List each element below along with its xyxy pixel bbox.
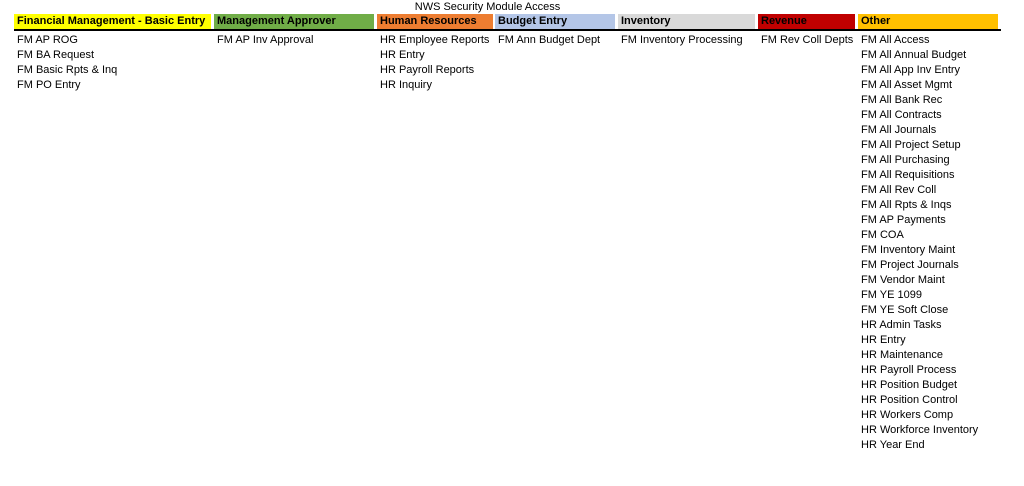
cell: FM All Access: [861, 34, 930, 46]
cell: FM Inventory Maint: [861, 244, 956, 256]
column-header-other: Other: [858, 14, 998, 29]
column-items-other: [858, 33, 998, 453]
cell: FM All Project Setup: [861, 139, 961, 151]
cell: FM All App Inv Entry: [861, 64, 961, 76]
cell: FM AP Inv Approval: [217, 34, 314, 46]
cell: FM All Purchasing: [861, 154, 950, 166]
cell: HR Employee Reports: [380, 34, 490, 46]
cell: FM All Bank Rec: [861, 94, 943, 106]
column-other: [858, 14, 998, 453]
cell: FM All Journals: [861, 124, 937, 136]
cell: HR Entry: [380, 49, 425, 61]
cell: FM COA: [861, 229, 904, 241]
cell: FM Rev Coll Depts: [761, 34, 854, 46]
cell: FM AP Payments: [861, 214, 946, 226]
cell: HR Workforce Inventory: [861, 424, 979, 436]
cell: FM AP ROG: [17, 34, 78, 46]
cell: FM YE Soft Close: [861, 304, 949, 316]
cell: HR Entry: [861, 334, 906, 346]
cell: FM All Rev Coll: [861, 184, 937, 196]
cell: FM Basic Rpts & Inq: [17, 64, 118, 76]
column-inventory: [618, 14, 755, 48]
column-human-resources: [377, 14, 493, 93]
sheet-title: NWS Security Module Access: [414, 1, 561, 13]
cell: HR Payroll Reports: [380, 64, 475, 76]
cell: FM Vendor Maint: [861, 274, 945, 286]
column-items-management-approver: [214, 33, 374, 48]
column-revenue: [758, 14, 855, 48]
column-header-human-resources: Human Resources: [377, 14, 493, 29]
column-items-budget-entry: [495, 33, 615, 48]
cell: HR Maintenance: [861, 349, 943, 361]
cell: FM All Annual Budget: [861, 49, 967, 61]
column-items-financial-management-basic-entry: [14, 33, 211, 93]
column-items-human-resources: [377, 33, 493, 93]
column-header-management-approver: Management Approver: [214, 14, 374, 29]
column-management-approver: [214, 14, 374, 48]
cell: FM BA Request: [17, 49, 95, 61]
cell: HR Year End: [861, 439, 925, 451]
column-items-revenue: [758, 33, 855, 48]
cell: FM All Asset Mgmt: [861, 79, 953, 91]
cell: HR Inquiry: [380, 79, 432, 91]
column-header-budget-entry: Budget Entry: [495, 14, 615, 29]
cell: HR Position Control: [861, 394, 958, 406]
cell: FM Project Journals: [861, 259, 959, 271]
cell: FM Inventory Processing: [621, 34, 743, 46]
cell: HR Admin Tasks: [861, 319, 942, 331]
cell: FM All Requisitions: [861, 169, 955, 181]
cell: FM Ann Budget Dept: [498, 34, 601, 46]
column-items-inventory: [618, 33, 755, 48]
column-header-inventory: Inventory: [618, 14, 755, 29]
column-header-revenue: Revenue: [758, 14, 855, 29]
cell: FM YE 1099: [861, 289, 922, 301]
cell: FM All Rpts & Inqs: [861, 199, 952, 211]
column-budget-entry: [495, 14, 615, 48]
cell: HR Payroll Process: [861, 364, 957, 376]
cell: HR Position Budget: [861, 379, 957, 391]
column-header-financial-management-basic-entry: Financial Management - Basic Entry: [14, 14, 211, 29]
cell: FM All Contracts: [861, 109, 942, 121]
column-financial-management-basic-entry: [14, 14, 211, 93]
cell: HR Workers Comp: [861, 409, 954, 421]
cell: FM PO Entry: [17, 79, 81, 91]
